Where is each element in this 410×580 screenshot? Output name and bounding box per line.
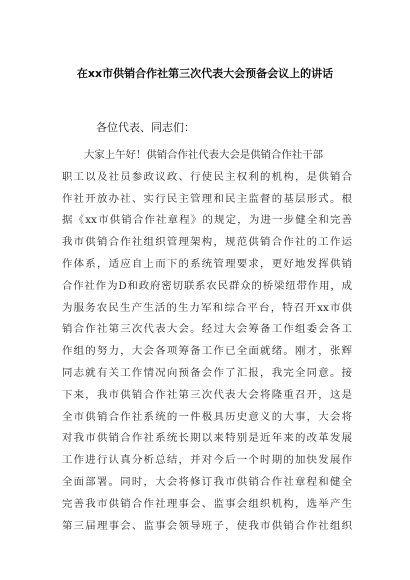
body-line: 下来，我市供销合作社第三次代表大会将隆重召开，这是 xyxy=(62,388,352,401)
body-line: 作社开放办社、实行民主管理和民主监督的基层形式。根 xyxy=(62,192,352,205)
body-line: 据《xx市供销合作社章程》的规定，为进一步健全和完善 xyxy=(62,214,352,227)
body-line: 作组的努力，大会各项筹备工作已全面就绪。刚才，张辉 xyxy=(62,345,352,358)
body-line: 为服务农民生产生活的生力军和综合平台，特召开xx市供 xyxy=(62,301,352,314)
body-line: 同志就有关工作情况向预备会作了汇报，我完全同意。接 xyxy=(62,366,352,379)
body-line: 工作进行认真分析总结，并对今后一个时期的加快发展作 xyxy=(62,454,352,467)
body-line: 作体系，适应自上而下的系统管理要求，更好地发挥供销 xyxy=(62,257,352,270)
body-line: 第三届理事会、监事会领导班子，使我市供销合作社组织 xyxy=(62,519,352,532)
body-line: 销合作社第三次代表大会。经过大会筹备工作组委会各工 xyxy=(62,323,352,336)
salutation: 各位代表、同志们： xyxy=(96,121,195,134)
body-line: 完善我市供销合作社理事会、监事会组织机构，选举产生 xyxy=(62,497,352,510)
body-line: 对我市供销合作社系统长期以来特别是近年来的改革发展 xyxy=(62,432,352,445)
document-title: 在xx市供销合作社第三次代表大会预备会议上的讲话 xyxy=(76,67,334,80)
body-line: 职工以及社员参政议政、行使民主权利的机构，是供销合 xyxy=(62,170,352,183)
body-line: 我市供销合作社组织管理架构，规范供销合作社的工作运 xyxy=(62,236,352,249)
body-line: 大家上午好！供销合作社代表大会是供销合作社干部 xyxy=(84,149,323,161)
body-line: 合作社作为D和政府密切联系农民群众的桥梁纽带作用，成 xyxy=(62,279,352,292)
body-line: 全市供销合作社系统的一件极具历史意义的大事，大会将 xyxy=(62,410,352,423)
body-paragraph xyxy=(62,145,352,537)
body-line: 全面部署。同时，大会将修订我市供销合作社章程和健全 xyxy=(62,475,352,488)
